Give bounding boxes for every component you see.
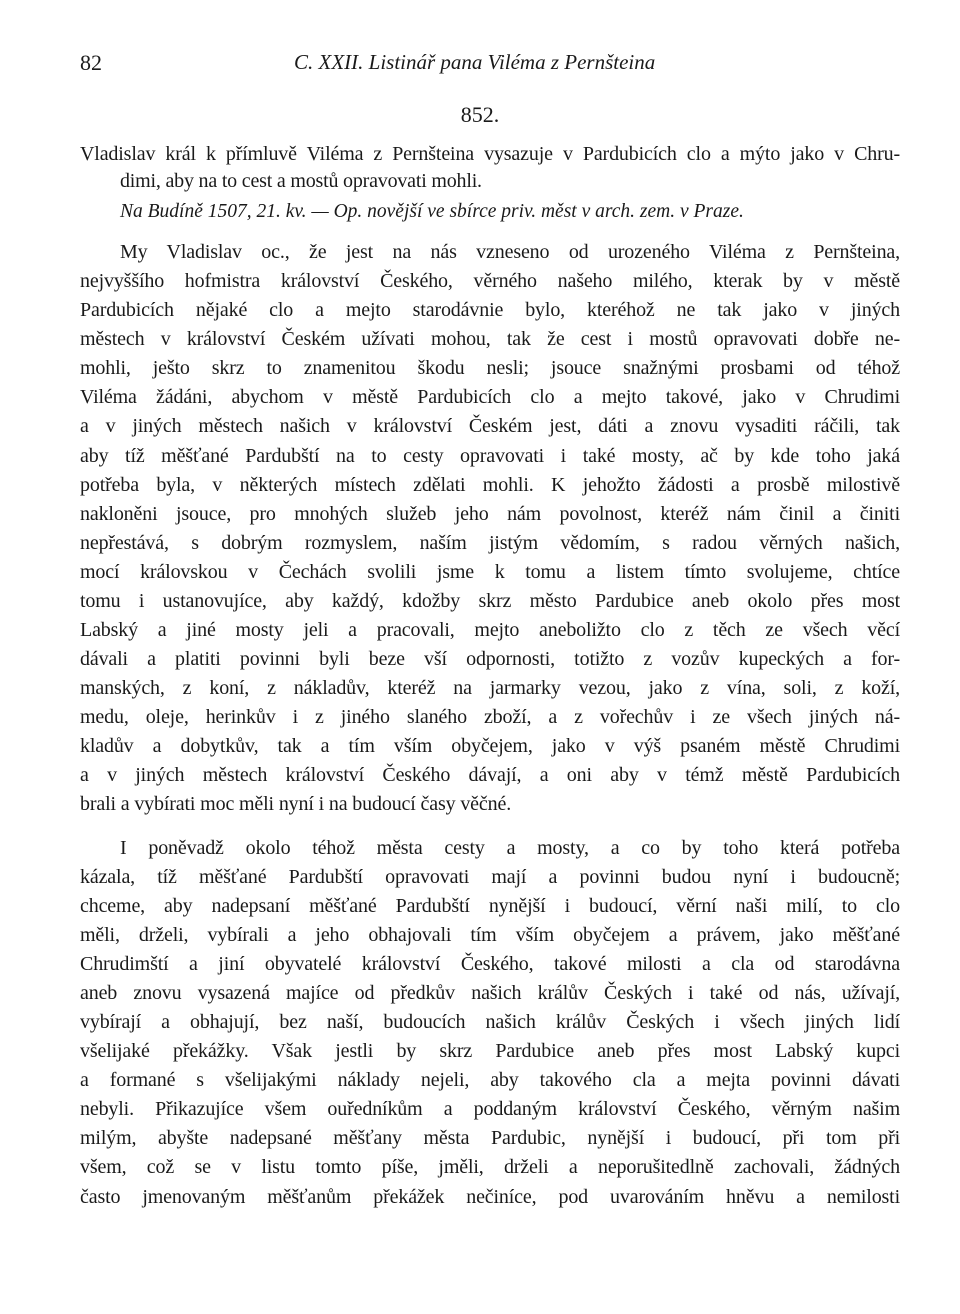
text-line: nejvyššího hofmistra království Českého, věrného našeho milého, kterak by v městě: [80, 270, 900, 293]
summary-line: dimi, aby na to cest a mostů opravovati mohli.: [120, 170, 482, 192]
document-summary: [80, 141, 900, 195]
text-line: aneb znovu vysazená majíce od předkův našich králův Českých i také od nás, užívají,: [80, 981, 900, 1004]
summary-line: Vladislav král k přímluvě Viléma z Pernšteina vysazuje v Pardubicích clo a mýto jako v Chru-: [80, 143, 900, 165]
text-line: Labský a jiné mosty jeli a pracovali, mejto aneboližto clo z těch ze všech věcí: [80, 619, 900, 642]
text-line: městech v království Českém užívati mohou, tak že cest i mostů opravovati dobře ne-: [80, 328, 900, 351]
text-line: měli, drželi, vybírali a jeho obhajovali tím vším obyčejem a právem, jako měšťané: [80, 923, 900, 946]
text-line: My Vladislav oc., že jest na nás vzneseno od urozeného Viléma z Pernšteina,: [120, 241, 900, 263]
text-line: Chrudimští a jiní obyvatelé království Českého, takové milosti a cla od starodávna: [80, 952, 900, 975]
text-line: a v jiných městech království Českého dávají, a oni aby v témž městě Pardubicích: [80, 764, 900, 787]
text-line: nepřestává, s dobrým rozmyslem, naším jistým vědomím, s radou věrných našich,: [80, 531, 900, 554]
text-line: kladův a dobytkův, tak a tím vším obyčejem, jako v výš psaném městě Chrudimi: [80, 735, 900, 758]
text-line: brali a vybírati moc měli nyní i na budoucí časy věčné.: [80, 793, 512, 816]
text-line: aby tíž měšťané Pardubští na to cesty opravovati i také mosty, ač by kde toho jaká: [80, 444, 900, 467]
text-line: milým, abyšte nadepsané měšťany města Pardubic, nynější i budoucí, při tom při: [80, 1127, 900, 1150]
running-title: C. XXII. Listinář pana Viléma z Pernšteina: [294, 50, 656, 74]
text-line: často jmenovaným měšťanům překážek nečiníce, pod uvarováním hněvu a nemilosti: [80, 1185, 900, 1208]
text-line: vybírají a obhajují, bez naší, budoucích našich králův Českých i všech jiných lidí: [80, 1011, 900, 1034]
text-line: tomu i ustanovujíce, aby každý, kdožby skrz město Pardubice aneb okolo přes most: [80, 589, 900, 612]
page-number: 82: [80, 50, 102, 75]
text-line: mocí královskou v Čechách svolili jsme k tomu a listem tímto svolujeme, chtíce: [80, 560, 900, 583]
document-number: 852.: [460, 102, 500, 127]
text-line: dávali a platiti povinni byli beze vší odpornosti, totižto z vozův kupeckých a for-: [80, 648, 900, 671]
text-line: I poněvadž okolo téhož města cesty a mosty, a co by toho která potřeba: [120, 836, 900, 859]
text-line: kázala, tíž měšťané Pardubští opravovati mají a povinni budou nyní i budoucně;: [80, 865, 900, 888]
text-line: a v jiných městech našich v království Českém jest, dáti a znovu vysaditi ráčili, tak: [80, 415, 900, 438]
text-line: potřeba byla, v některých místech zdělati mohli. K jehožto žádosti a prosbě milostivě: [80, 473, 900, 496]
text-line: nakloněni jsouce, pro mnohých služeb jeho nám povolnost, kteréž nám činil a činiti: [80, 502, 900, 525]
page-header: [80, 50, 900, 80]
text-line: všelijaké překážky. Však jestli by skrz Pardubice aneb přes most Labský kupci: [80, 1040, 900, 1063]
text-line: mohli, ješto skrz to znamenitou škodu nesli; jsouce snažnými prosbami od téhož: [80, 357, 900, 380]
text-line: Viléma žádáni, abychom v městě Pardubicích clo a mejto takové, jako v Chrudimi: [80, 386, 900, 409]
text-line: chceme, aby nadepsaní měšťané Pardubští nynější i budoucí, věrní naši milí, to clo: [80, 894, 900, 917]
text-line: a formané s všelijakými náklady nejeli, aby takového cla a mejta povinni dávati: [80, 1069, 900, 1092]
text-line: medu, oleje, herinkův i z jiného slaného zboží, a z vořechův i ze všech jiných ná-: [80, 706, 900, 729]
document-body: [80, 238, 900, 1212]
paragraph-1: [80, 238, 900, 820]
source-note: Na Budíně 1507, 21. kv. — Op. novější ve sbírce priv. měst v arch. zem. v Praze.: [120, 201, 744, 222]
text-line: manských, z koní, z nákladův, kteréž na jarmarky vezou, jako z vína, soli, z koží,: [80, 677, 900, 700]
text-line: Pardubicích nějaké clo a mejto starodávnie bylo, kteréhož ne tak jako v jiných: [80, 299, 900, 322]
text-line: všem, což se v listu tomto píše, jměli, drželi a neporušitedlně zachovali, žádných: [80, 1156, 900, 1179]
paragraph-2: [80, 834, 900, 1212]
text-line: nebyli. Přikazujíce všem ouředníkům a poddaným království Českého, věrným našim: [80, 1098, 900, 1121]
